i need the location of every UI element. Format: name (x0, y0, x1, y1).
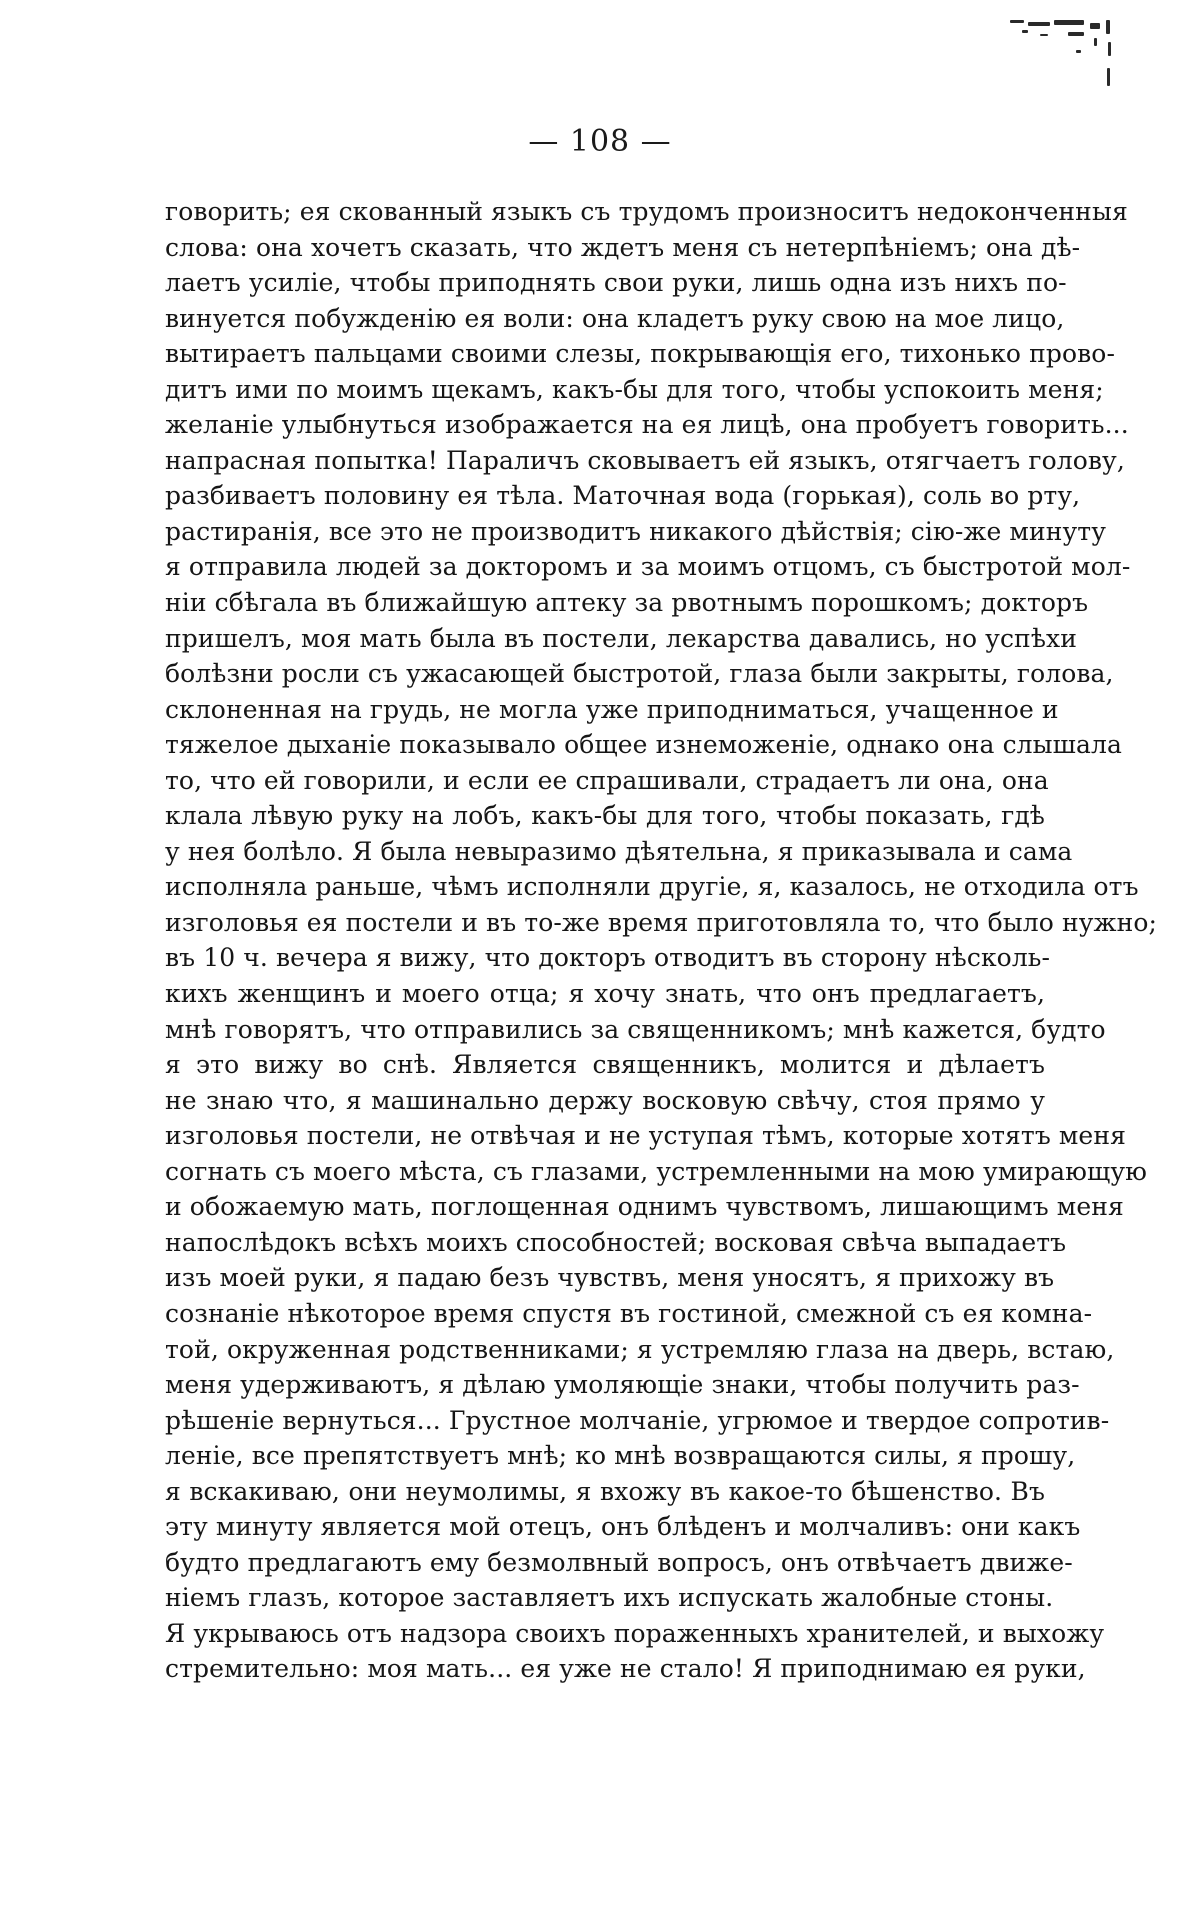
text-line: то, что ей говорили, и если ее спрашивали, страдаетъ ли она, она (165, 765, 1049, 795)
text-line: дитъ ими по моимъ щекамъ, какъ-бы для того, чтобы успокоить меня; (165, 374, 1104, 404)
text-line: сознаніе нѣкоторое время спустя въ гостиной, смежной съ ея комна- (165, 1298, 1093, 1328)
text-line: напослѣдокъ всѣхъ моихъ способностей; восковая свѣча выпадаетъ (165, 1227, 1067, 1257)
text-line: изъ моей руки, я падаю безъ чувствъ, меня уносятъ, я прихожу въ (165, 1263, 1055, 1293)
text-line: рѣшеніе вернуться... Грустное молчаніе, угрюмое и твердое сопротив- (165, 1405, 1110, 1435)
text-line: той, окруженная родственниками; я устремляю глаза на дверь, встаю, (165, 1334, 1115, 1364)
text-line: стремительно: моя мать... ея уже не стало! Я приподнимаю ея руки, (165, 1654, 1086, 1684)
text-line: пришелъ, моя мать была въ постели, лекарства давались, но успѣхи (165, 623, 1077, 653)
text-line: и обожаемую мать, поглощенная однимъ чувствомъ, лишающимъ меня (165, 1192, 1124, 1222)
text-line: я отправила людей за докторомъ и за моимъ отцомъ, съ быстротой мол- (165, 552, 1131, 582)
scan-artifact (1010, 20, 1115, 100)
text-line: кихъ женщинъ и моего отца; я хочу знать, что онъ предлагаетъ, (165, 979, 1045, 1009)
page-number: — 108 — (528, 124, 672, 159)
text-line: исполняла раньше, чѣмъ исполняли другіе, я, казалось, не отходила отъ (165, 872, 1139, 902)
text-line: говорить; ея скованный языкъ съ трудомъ произноситъ недоконченныя (165, 197, 1128, 226)
text-line: не знаю что, я машинально держу восковую свѣчу, стоя прямо у (165, 1085, 1045, 1115)
text-line: лаетъ усиліе, чтобы приподнять свои руки, лишь одна изъ нихъ по- (165, 268, 1067, 298)
text-line: винуется побужденію ея воли: она кладетъ руку свою на мое лицо, (165, 303, 1065, 333)
text-line: будто предлагаютъ ему безмолвный вопросъ, онъ отвѣчаетъ движе- (165, 1547, 1073, 1577)
text-line: напрасная попытка! Параличъ сковываетъ ей языкъ, отягчаетъ голову, (165, 445, 1125, 475)
text-line: меня удерживаютъ, я дѣлаю умоляющіе знаки, чтобы получить раз- (165, 1370, 1080, 1400)
text-line: разбиваетъ половину ея тѣла. Маточная вода (горькая), соль во рту, (165, 481, 1081, 511)
text-line: болѣзни росли съ ужасающей быстротой, глаза были закрыты, голова, (165, 659, 1114, 689)
text-line: я вскакиваю, они неумолимы, я вхожу въ какое-то бѣшенство. Въ (165, 1476, 1045, 1506)
text-line: въ 10 ч. вечера я вижу, что докторъ отводитъ въ сторону нѣсколь- (165, 943, 1051, 973)
text-line: тяжелое дыханіе показывало общее изнеможеніе, однако она слышала (165, 730, 1122, 760)
text-line: ніемъ глазъ, которое заставляетъ ихъ испускать жалобные стоны. (165, 1583, 1054, 1613)
text-line: слова: она хочетъ сказать, что ждетъ меня съ нетерпѣніемъ; она дѣ- (165, 232, 1081, 262)
text-line: ніи сбѣгала въ ближайшую аптеку за рвотнымъ порошкомъ; докторъ (165, 588, 1089, 618)
text-line: леніе, все препятствуетъ мнѣ; ко мнѣ возвращаются силы, я прошу, (165, 1441, 1076, 1471)
text-line: клала лѣвую руку на лобъ, какъ-бы для того, чтобы показать, гдѣ (165, 801, 1045, 831)
text-line: склоненная на грудь, не могла уже приподниматься, учащенное и (165, 694, 1059, 724)
text-line: вытираетъ пальцами своими слезы, покрывающія его, тихонько прово- (165, 339, 1116, 369)
text-line: растиранія, все это не производитъ никакого дѣйствія; сію-же минуту (165, 516, 1107, 546)
text-line: я это вижу во снѣ. Является священникъ, молится и дѣлаетъ (165, 1050, 1045, 1080)
text-line: согнать съ моего мѣста, съ глазами, устремленными на мою умирающую (165, 1156, 1148, 1186)
text-line: эту минуту является мой отецъ, онъ блѣденъ и молчаливъ: они какъ (165, 1512, 1081, 1542)
text-line: Я укрываюсь отъ надзора своихъ пораженныхъ хранителей, и выхожу (165, 1618, 1105, 1648)
text-line: изголовья ея постели и въ то-же время приготовляла то, что было нужно; (165, 907, 1158, 937)
body-text (165, 194, 1158, 1687)
text-line: желаніе улыбнуться изображается на ея лицѣ, она пробуетъ говорить... (165, 410, 1129, 440)
text-line: у нея болѣло. Я была невыразимо дѣятельна, я приказывала и сама (165, 836, 1073, 866)
text-line: изголовья постели, не отвѣчая и не уступая тѣмъ, которые хотятъ меня (165, 1121, 1126, 1151)
text-line: мнѣ говорятъ, что отправились за священникомъ; мнѣ кажется, будто (165, 1014, 1106, 1044)
